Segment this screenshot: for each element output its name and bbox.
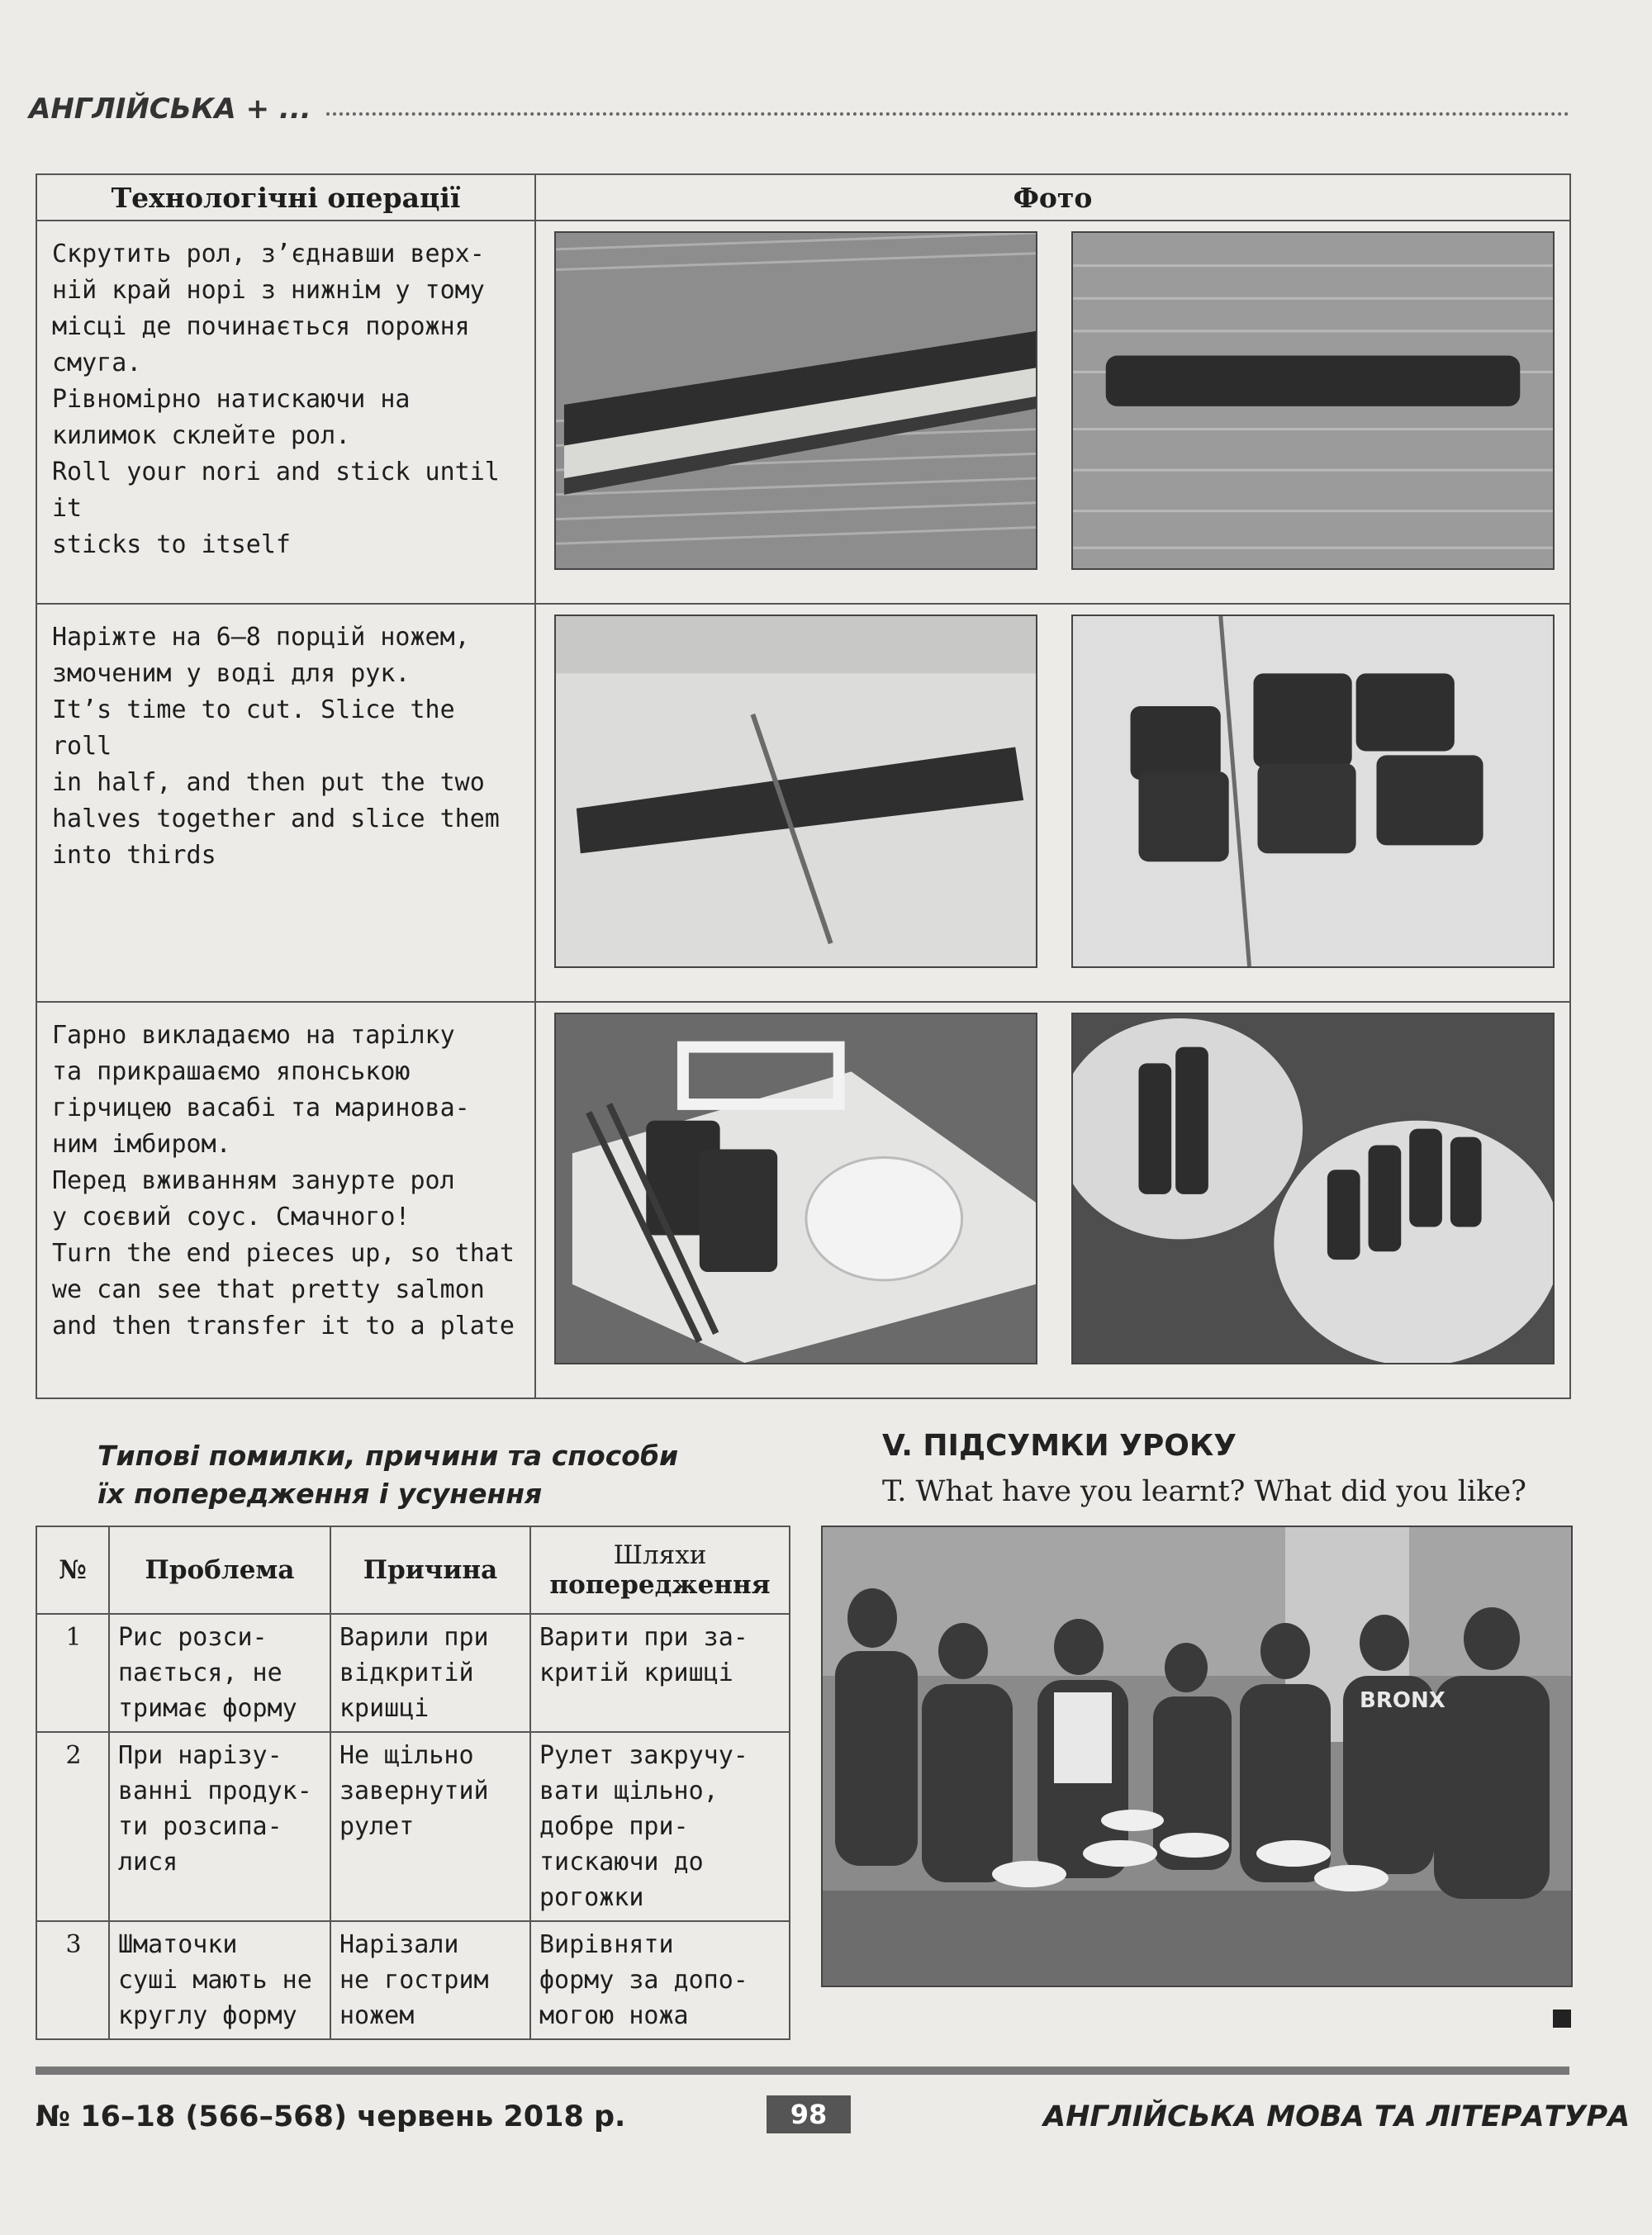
row-number: 1 <box>36 1614 109 1732</box>
photo-rolled-sushi <box>1071 231 1555 570</box>
photo-slicing-roll <box>554 615 1037 968</box>
text-line: we can see that pretty salmon <box>52 1275 485 1304</box>
problem-cell <box>109 1614 330 1732</box>
text-line: Гарно викладаємо на тарілку <box>52 1021 455 1050</box>
summary-question: T. What have you learnt? What did you like? <box>882 1475 1526 1508</box>
cell-line: При нарізу- <box>118 1741 282 1770</box>
cell-line: Варили при <box>339 1623 489 1652</box>
summary-heading: V. ПІДСУМКИ УРОКУ <box>882 1429 1237 1463</box>
photo-cut-pieces <box>1071 615 1555 968</box>
column-header-prevention <box>530 1526 790 1614</box>
footer-rule <box>36 2067 1569 2075</box>
table-row <box>36 1921 790 2039</box>
mistakes-heading-line: Типові помилки, причини та способи <box>97 1440 679 1472</box>
text-line: килимок склейте рол. <box>52 421 351 450</box>
cell-line: рогожки <box>539 1883 644 1912</box>
cell-line: вати щільно, <box>539 1777 719 1806</box>
cell-line: Шматочки <box>118 1930 238 1959</box>
cell-line: форму за допо- <box>539 1966 748 1995</box>
column-header-prevention-line: Шляхи <box>613 1540 707 1570</box>
text-line: у соєвий соус. Смачного! <box>52 1203 411 1231</box>
table-row <box>36 604 1570 1002</box>
problem-cell <box>109 1732 330 1921</box>
technology-table <box>36 173 1571 1399</box>
column-header-photo: Фото <box>535 174 1570 221</box>
photo-two-plates <box>1071 1013 1555 1364</box>
table-row <box>36 1614 790 1732</box>
text-line: It’s time to cut. Slice the roll <box>52 695 455 761</box>
cause-cell <box>330 1921 530 2039</box>
cell-line: тискаючи до <box>539 1848 704 1877</box>
cell-line: пається, не <box>118 1658 282 1687</box>
cell-line: ножем <box>339 2001 415 2030</box>
cell-line: добре при- <box>539 1812 689 1841</box>
cell-line: могою ножа <box>539 2001 689 2030</box>
text-line: Рівномірно натискаючи на <box>52 385 411 414</box>
text-line: into thirds <box>52 841 216 870</box>
mistakes-table <box>36 1526 790 2040</box>
operation-text-cell <box>36 1002 535 1398</box>
column-header-prevention-line: попередження <box>549 1570 771 1600</box>
running-head: АНГЛІЙСЬКА + ... <box>29 93 311 126</box>
cell-line: суші мають не <box>118 1966 312 1995</box>
photo-cell <box>535 1002 1570 1398</box>
text-line: Перед вживанням занурте рол <box>52 1166 455 1195</box>
cell-line: лися <box>118 1848 178 1877</box>
header-dotted-rule <box>326 112 1569 116</box>
text-line: Roll your nori and stick until it <box>52 458 500 523</box>
text-line: місці де починається порожня <box>52 312 470 341</box>
text-line: ним імбиром. <box>52 1130 231 1159</box>
row-number: 3 <box>36 1921 109 2039</box>
mistakes-heading-line: їх попередження і усунення <box>97 1478 543 1510</box>
column-header-operations: Технологічні операції <box>36 174 535 221</box>
text-line: змоченим у воді для рук. <box>52 659 411 688</box>
text-line: ній край норі з нижнім у тому <box>52 276 485 305</box>
cell-line: кришці <box>339 1694 430 1723</box>
cell-line: не гострим <box>339 1966 489 1995</box>
text-line: та прикрашаємо японською <box>52 1057 411 1086</box>
table-row <box>36 1732 790 1921</box>
text-line: halves together and slice them <box>52 804 500 833</box>
end-of-article-mark <box>1553 2010 1571 2028</box>
cell-line: Варити при за- <box>539 1623 748 1652</box>
mistakes-heading <box>97 1437 709 1513</box>
column-header-problem: Проблема <box>109 1526 330 1614</box>
cause-cell <box>330 1732 530 1921</box>
tshirt-print: BRONX <box>1360 1688 1446 1713</box>
cell-line: тримає форму <box>118 1694 297 1723</box>
cell-line: критій кришці <box>539 1658 733 1687</box>
operation-text-cell <box>36 221 535 604</box>
cell-line: рулет <box>339 1812 415 1841</box>
cell-line: Не щільно <box>339 1741 474 1770</box>
cell-line: ти розсипа- <box>118 1812 282 1841</box>
text-line: Скрутить рол, з’єднавши верх- <box>52 240 485 268</box>
cell-line: завернутий <box>339 1777 489 1806</box>
photo-rolling-sushi <box>554 231 1037 570</box>
cell-line: відкритій <box>339 1658 474 1687</box>
page-number: 98 <box>767 2095 851 2133</box>
column-header-number: № <box>36 1526 109 1614</box>
cell-line: Вирівняти <box>539 1930 674 1959</box>
text-line: Наріжте на 6–8 порцій ножем, <box>52 623 470 652</box>
operation-text-cell <box>36 604 535 1002</box>
table-row <box>36 221 1570 604</box>
cause-cell <box>330 1614 530 1732</box>
row-number: 2 <box>36 1732 109 1921</box>
text-line: смуга. <box>52 349 142 377</box>
text-line: Turn the end pieces up, so that <box>52 1239 515 1268</box>
photo-cell <box>535 604 1570 1002</box>
photo-cell <box>535 221 1570 604</box>
cell-line: ванні продук- <box>118 1777 312 1806</box>
text-line: гірчицею васабі та маринова- <box>52 1094 470 1122</box>
table-row <box>36 1002 1570 1398</box>
prevention-cell <box>530 1614 790 1732</box>
problem-cell <box>109 1921 330 2039</box>
cell-line: круглу форму <box>118 2001 297 2030</box>
photo-plated-sushi <box>554 1013 1037 1364</box>
cell-line: Рис розси- <box>118 1623 268 1652</box>
prevention-cell <box>530 1732 790 1921</box>
column-header-cause: Причина <box>330 1526 530 1614</box>
footer-issue: № 16–18 (566–568) червень 2018 р. <box>36 2100 626 2133</box>
text-line: and then transfer it to a plate <box>52 1312 515 1341</box>
prevention-cell <box>530 1921 790 2039</box>
text-line: sticks to itself <box>52 530 291 559</box>
cell-line: Рулет закручу- <box>539 1741 748 1770</box>
text-line: in half, and then put the two <box>52 768 485 797</box>
cell-line: Нарізали <box>339 1930 459 1959</box>
footer-journal-title: АНГЛІЙСЬКА МОВА ТА ЛІТЕРАТУРА <box>1043 2100 1631 2133</box>
class-group-photo <box>821 1526 1573 1987</box>
